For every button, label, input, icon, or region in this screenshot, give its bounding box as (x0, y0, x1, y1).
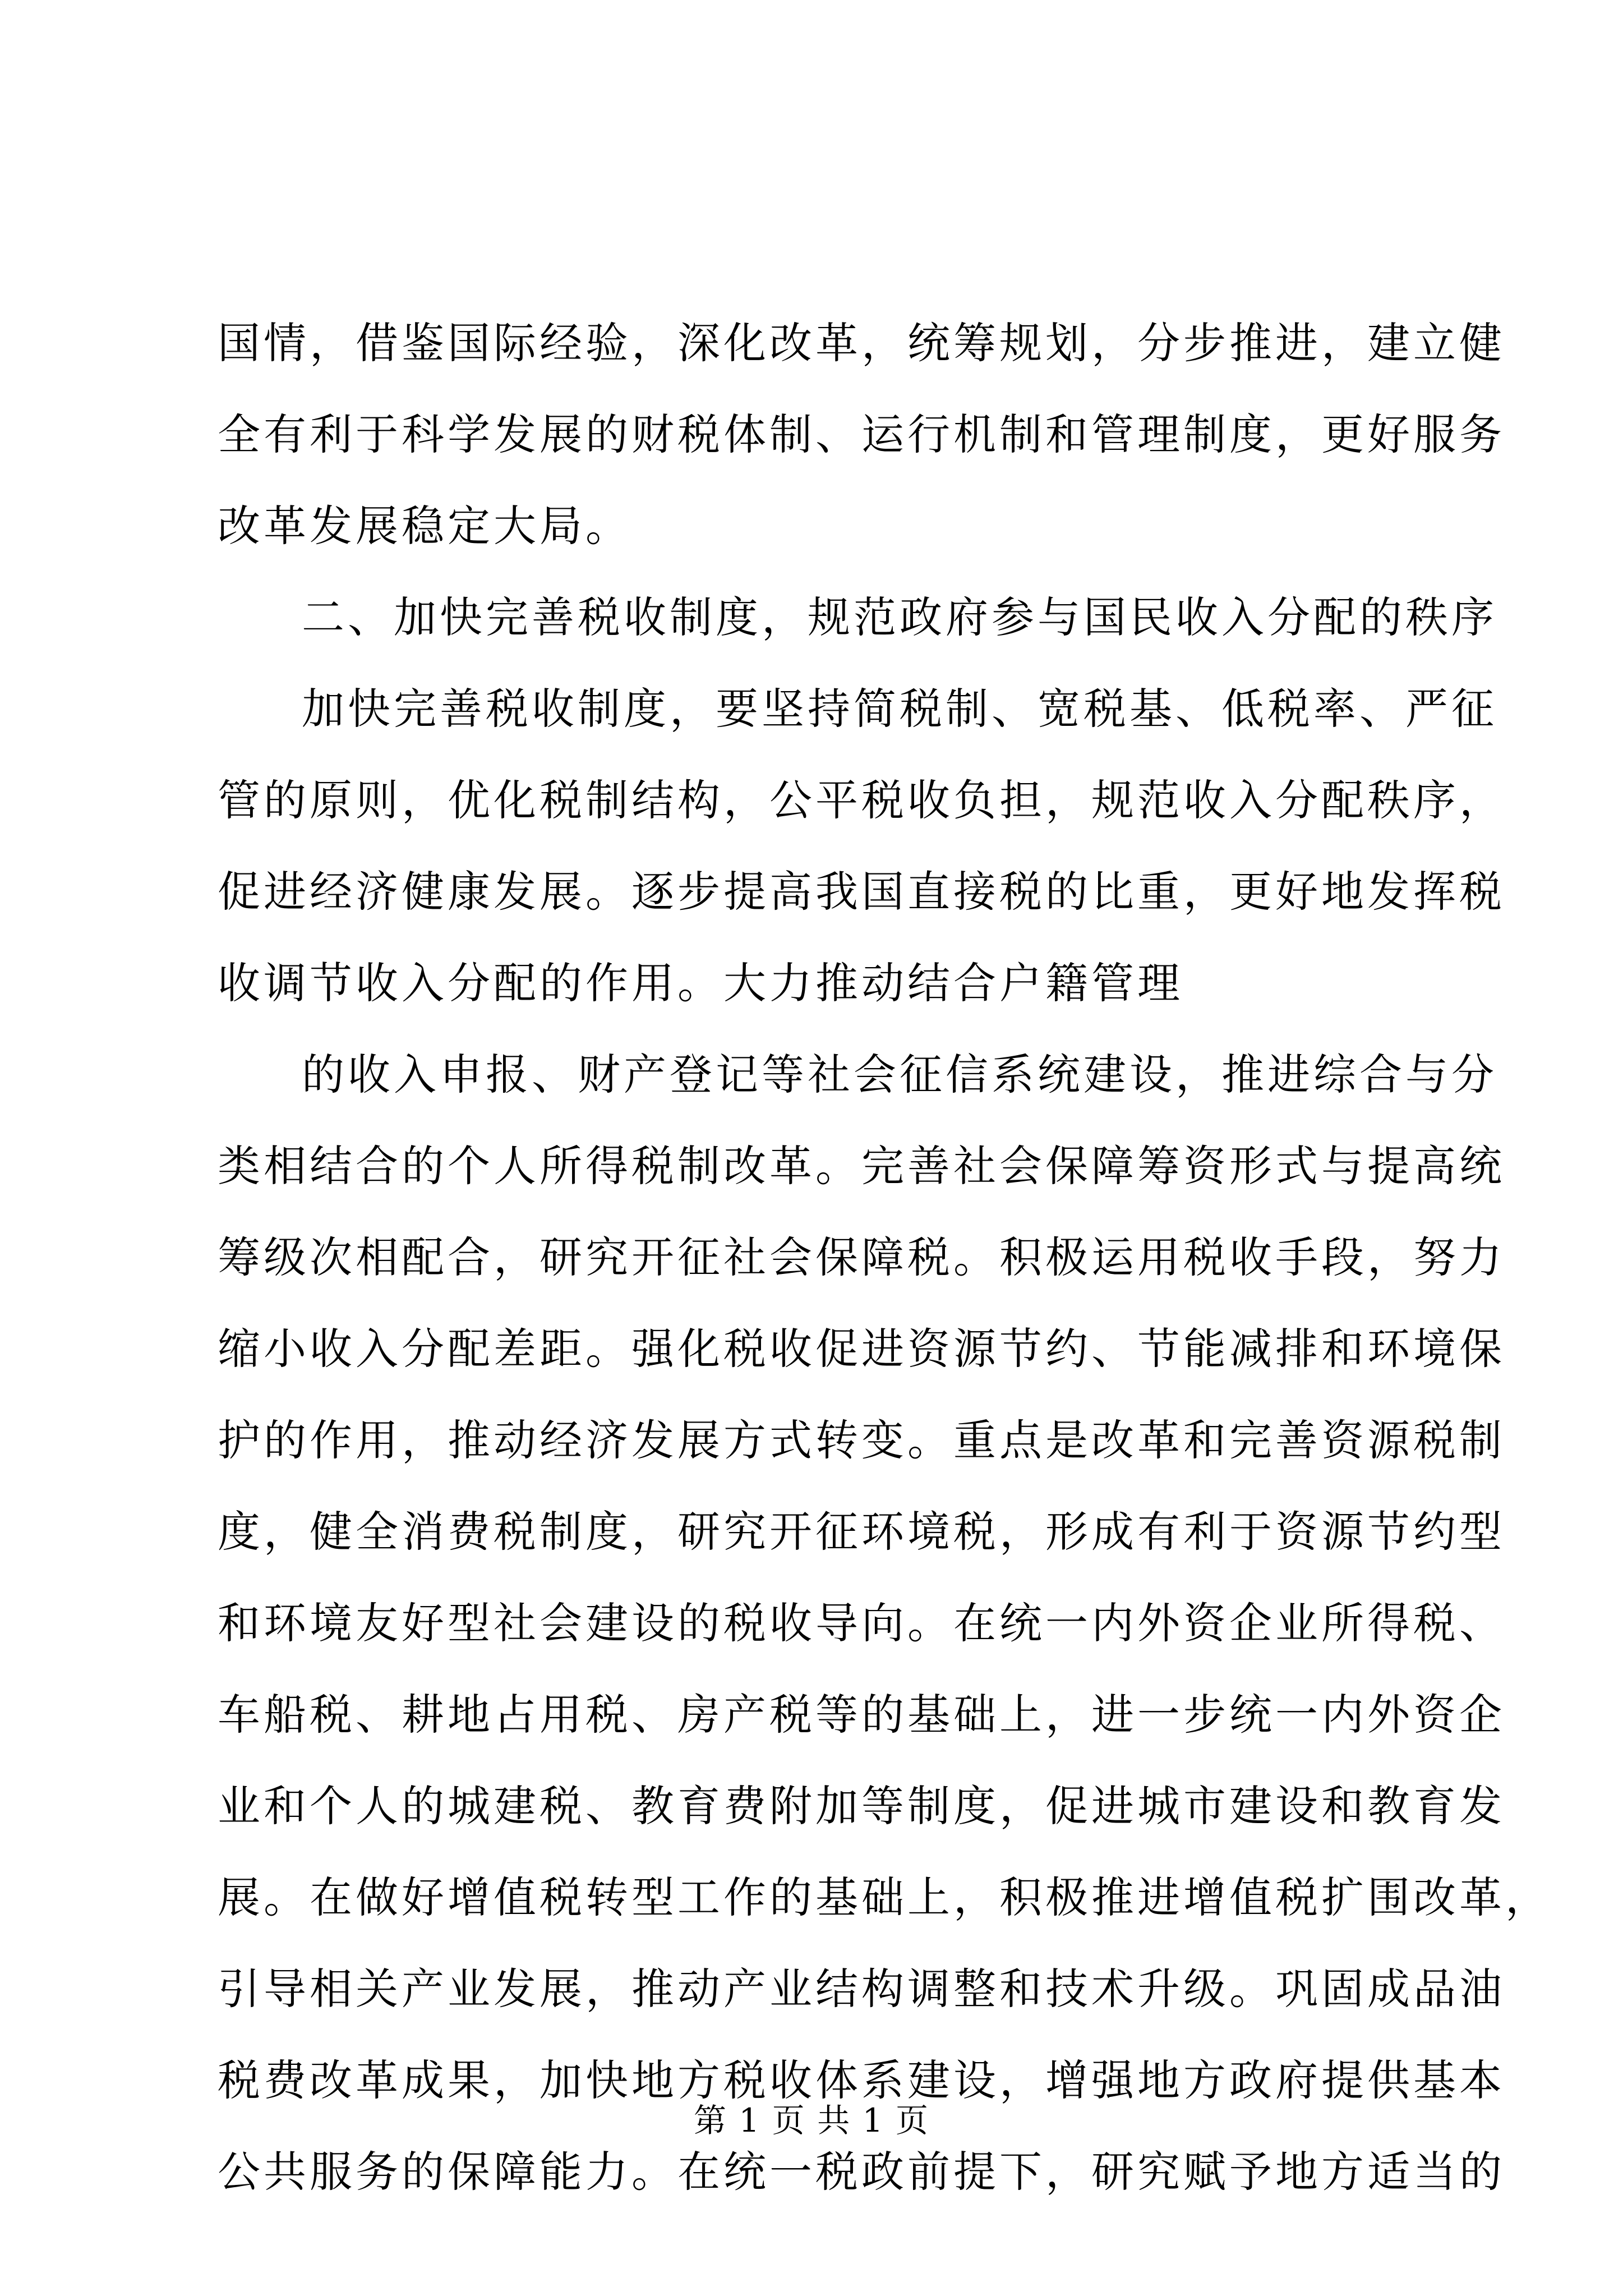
text-line-3: 改革发展稳定大局。 (218, 501, 631, 551)
text-line-15: 和环境友好型社会建设的税收导向。在统一内外资企业所得税、 (218, 1598, 1505, 1648)
page-footer: 第 1 页 共 1 页 (694, 2101, 929, 2139)
document-body (218, 297, 1551, 2217)
text-line-13: 护的作用，推动经济发展方式转变。重点是改革和完善资源税制 (218, 1415, 1505, 1465)
text-line-16: 车船税、耕地占用税、房产税等的基础上，进一步统一内外资企 (218, 1690, 1505, 1740)
text-line-5: 加快完善税收制度，要坚持简税制、宽税基、低税率、严征 (302, 684, 1497, 734)
text-line-11: 筹级次相配合，研究开征社会保障税。积极运用税收手段，努力 (218, 1232, 1505, 1282)
text-line-9: 的收入申报、财产登记等社会征信系统建设，推进综合与分 (302, 1050, 1497, 1099)
section-heading: 二、加快完善税收制度，规范政府参与国民收入分配的秩序 (302, 592, 1497, 642)
text-line-10: 类相结合的个人所得税制改革。完善社会保障筹资形式与提高统 (218, 1141, 1505, 1191)
text-line-17: 业和个人的城建税、教育费附加等制度，促进城市建设和教育发 (218, 1781, 1505, 1831)
text-line-20: 税费改革成果，加快地方税收体系建设，增强地方政府提供基本 (218, 2055, 1505, 2105)
text-line-6: 管的原则，优化税制结构，公平税收负担，规范收入分配秩序， (218, 775, 1505, 825)
text-line-2: 全有利于科学发展的财税体制、运行机制和管理制度，更好服务 (218, 409, 1505, 459)
text-line-19: 引导相关产业发展，推动产业结构调整和技术升级。巩固成品油 (218, 1964, 1505, 2014)
text-line-14: 度，健全消费税制度，研究开征环境税，形成有利于资源节约型 (218, 1507, 1505, 1557)
text-line-21: 公共服务的保障能力。在统一税政前提下，研究赋予地方适当的 (218, 2147, 1505, 2197)
text-line-18: 展。在做好增值税转型工作的基础上，积极推进增值税扩围改革， (218, 1872, 1551, 1922)
text-line-7: 促进经济健康发展。逐步提高我国直接税的比重，更好地发挥税 (218, 867, 1505, 917)
text-line-12: 缩小收入分配差距。强化税收促进资源节约、节能减排和环境保 (218, 1324, 1505, 1374)
text-line-1: 国情，借鉴国际经验，深化改革，统筹规划，分步推进，建立健 (218, 318, 1505, 368)
text-line-8: 收调节收入分配的作用。大力推动结合户籍管理 (218, 958, 1183, 1008)
